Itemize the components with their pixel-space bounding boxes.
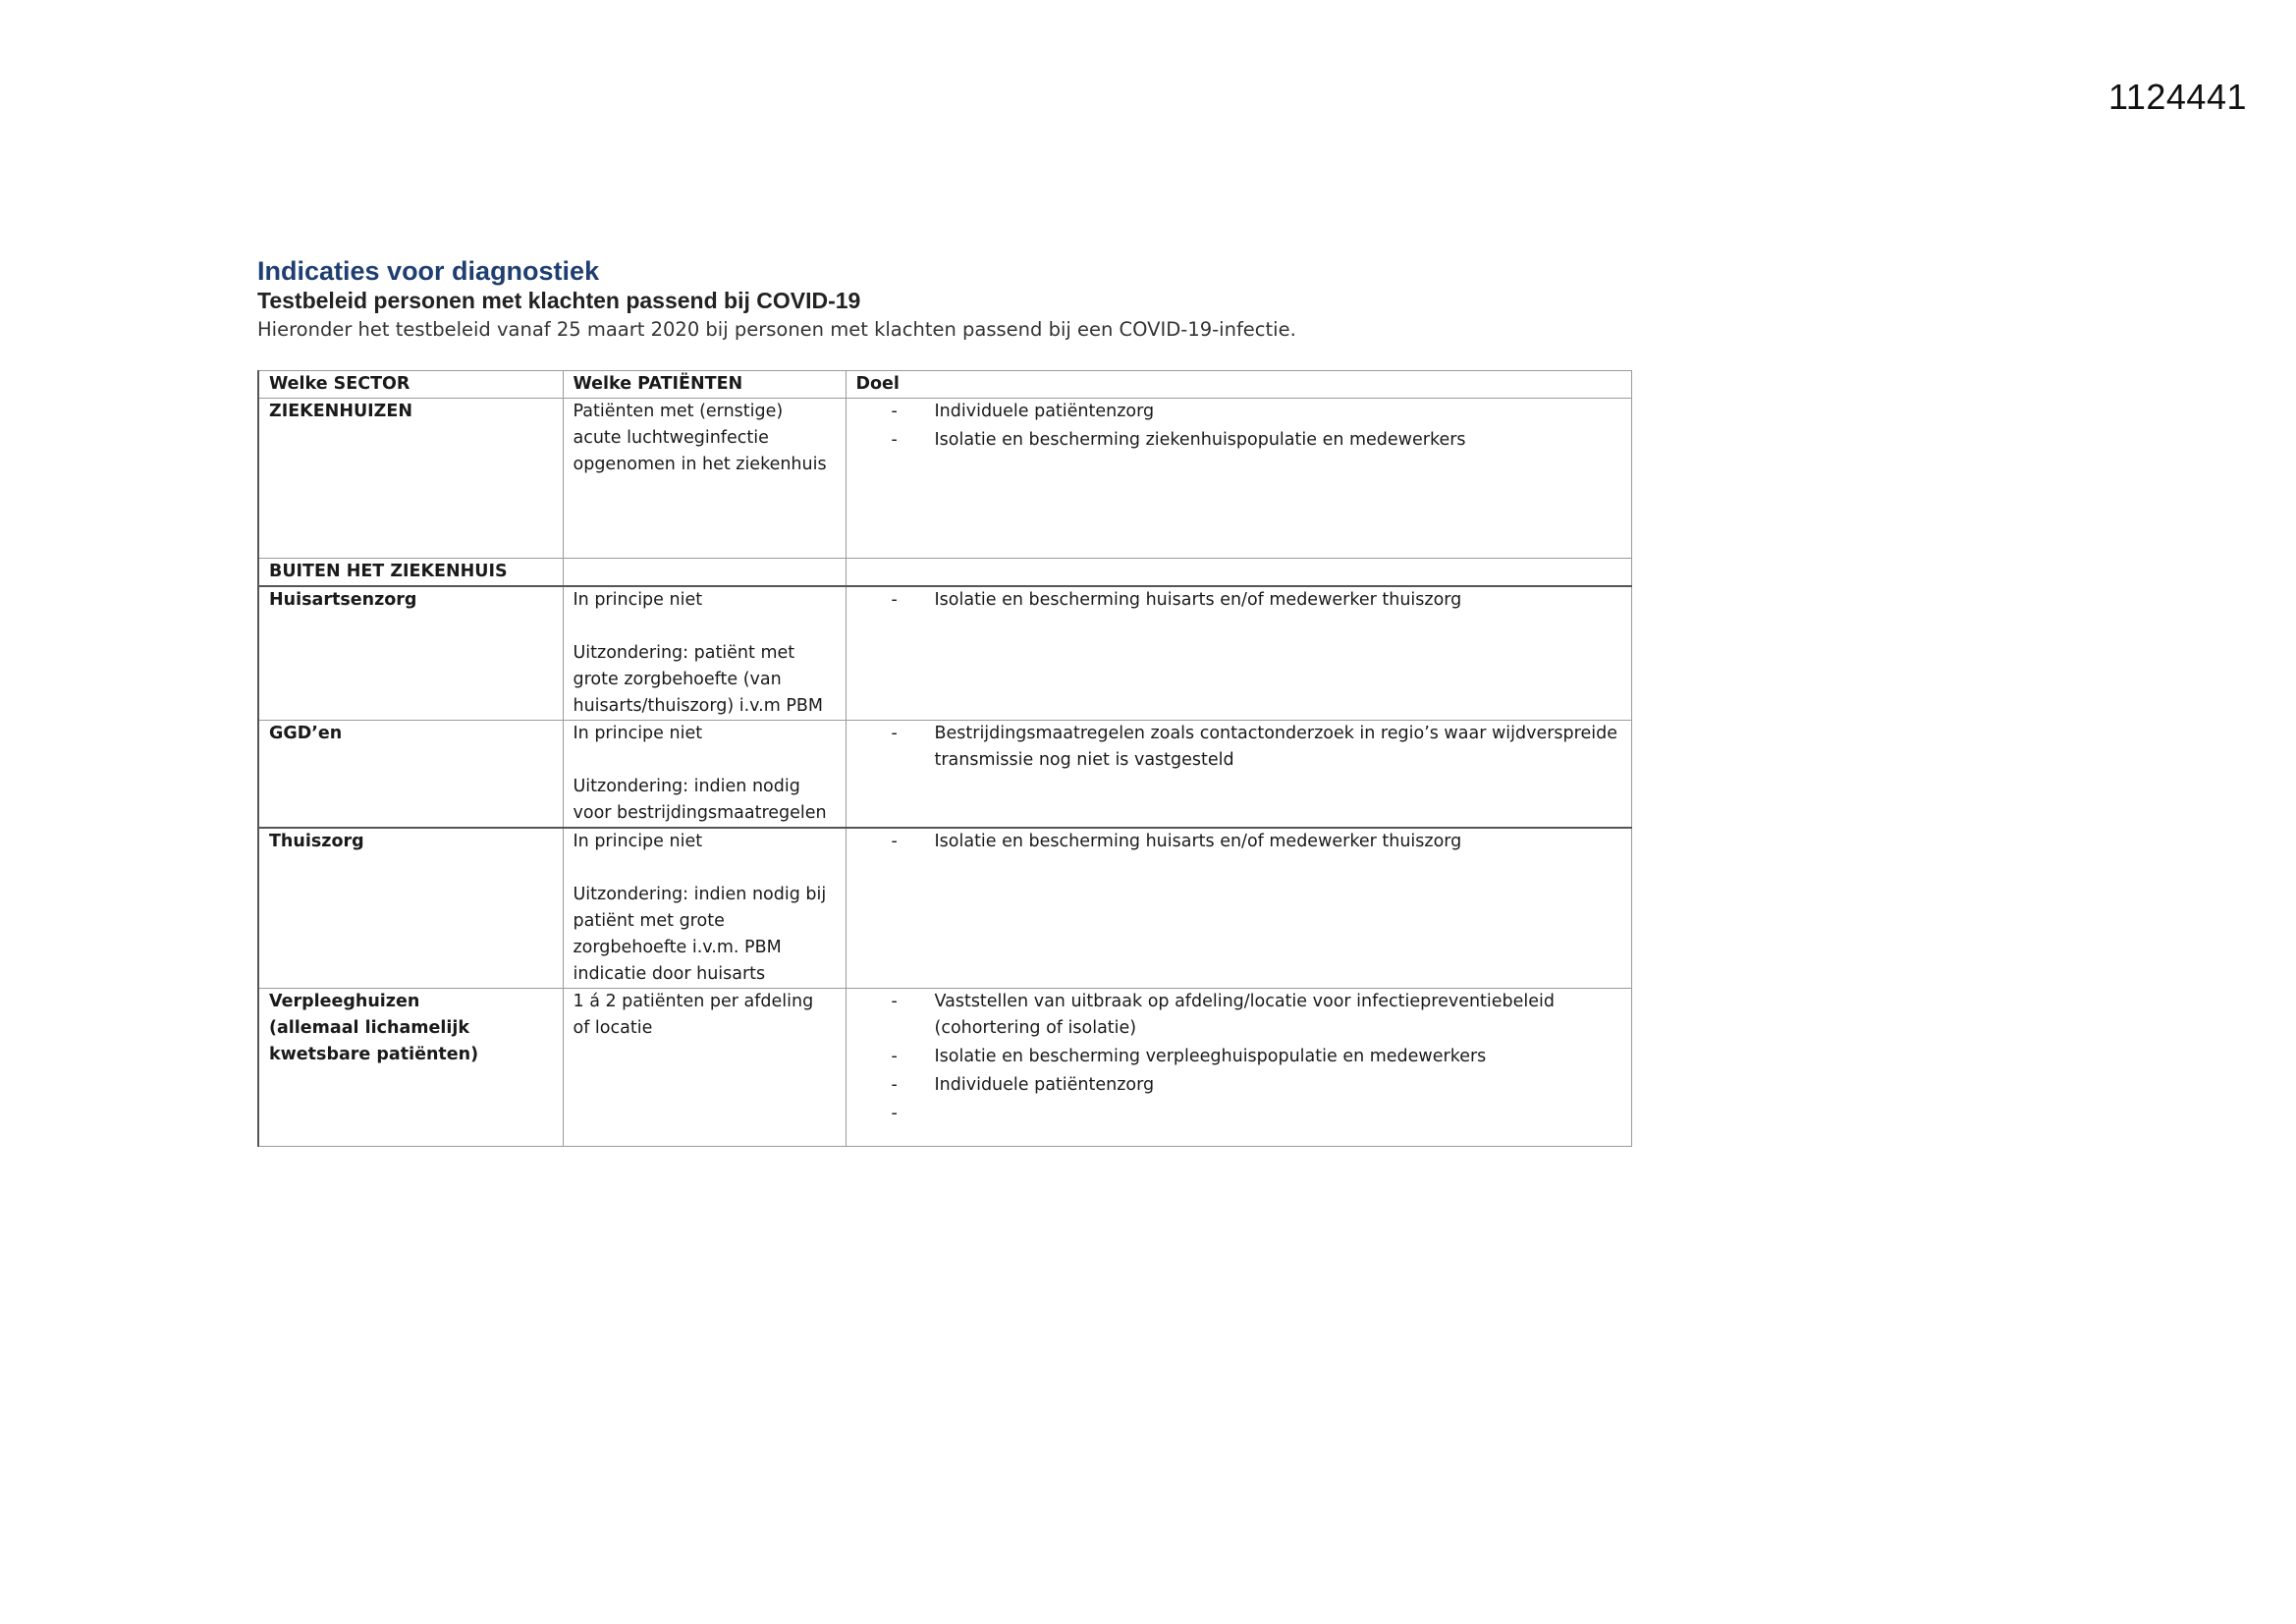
header-sector: Welke SECTOR [258, 371, 563, 399]
empty-cell [563, 559, 846, 587]
patients-cell [563, 586, 846, 721]
document-title: Indicaties voor diagnostiek [257, 256, 600, 286]
goal-item [892, 399, 1621, 425]
patients-line: of locatie [573, 1018, 653, 1038]
goal-item [892, 1044, 1621, 1070]
sector-cell: Thuiszorg [258, 828, 563, 989]
patients-cell [563, 828, 846, 989]
goal-list [856, 721, 1621, 774]
patients-line: Uitzondering: indien nodig [573, 777, 800, 796]
dash-bullet: - [891, 832, 898, 851]
intro-text: Hieronder het testbeleid vanaf 25 maart 2020 bij personen met klachten passend bij een COVID-19-infectie. [257, 318, 1296, 341]
patients-line: zorgbehoefte i.v.m. PBM [573, 938, 782, 957]
patients-line: voor bestrijdingsmaatregelen [573, 803, 827, 823]
patients-line: acute luchtweginfectie [573, 428, 769, 448]
document-subtitle: Testbeleid personen met klachten passend bij COVID-19 [257, 288, 861, 313]
goal-item [892, 829, 1621, 855]
dash-bullet: - [891, 724, 898, 743]
dash-bullet: - [891, 1047, 898, 1066]
patients-line: In principe niet [573, 724, 703, 743]
goal-text: Individuele patiëntenzorg [934, 402, 1155, 421]
patients-line: grote zorgbehoefte (van [573, 670, 782, 689]
goal-text: Isolatie en bescherming huisarts en/of medewerker thuiszorg [934, 832, 1462, 851]
goal-text: Isolatie en bescherming verpleeghuispopulatie en medewerkers [934, 1047, 1487, 1066]
goal-cell [846, 828, 1631, 989]
patients-line: 1 á 2 patiënten per afdeling [573, 992, 814, 1011]
table-row [258, 399, 1631, 559]
table-row [258, 721, 1631, 829]
dash-bullet: - [891, 992, 898, 1011]
patients-line: indicatie door huisarts [573, 964, 766, 984]
goal-item [892, 721, 1621, 774]
patients-line: In principe niet [573, 832, 703, 851]
goal-item [892, 587, 1621, 614]
patients-line: Uitzondering: patiënt met [573, 643, 795, 663]
sector-line: (allemaal lichamelijk [269, 1018, 469, 1038]
dash-bullet: - [891, 1075, 898, 1095]
header-goal: Doel [846, 371, 1631, 399]
goal-cell [846, 721, 1631, 829]
sector-cell: ZIEKENHUIZEN [258, 399, 563, 559]
goal-list [856, 399, 1621, 454]
sector-cell: Huisartsenzorg [258, 586, 563, 721]
goal-list [856, 989, 1621, 1123]
patients-cell [563, 989, 846, 1147]
patients-line: opgenomen in het ziekenhuis [573, 455, 827, 474]
table-row [258, 989, 1631, 1147]
heading-block [257, 255, 1730, 344]
goal-item [892, 1072, 1621, 1099]
goal-text: Vaststellen van uitbraak op afdeling/locatie voor infectiepreventiebeleid (cohortering of isolatie) [934, 992, 1556, 1038]
patients-line: patiënt met grote [573, 911, 725, 931]
page-number: 1124441 [2108, 77, 2247, 117]
patients-line: Uitzondering: indien nodig bij [573, 885, 827, 904]
goal-cell [846, 399, 1631, 559]
goal-text: Isolatie en bescherming huisarts en/of medewerker thuiszorg [934, 590, 1462, 610]
table-row [258, 828, 1631, 989]
table-header-row [258, 371, 1631, 399]
dash-bullet: - [891, 590, 898, 610]
table-row [258, 586, 1631, 721]
goal-item [892, 989, 1621, 1042]
section-label: BUITEN HET ZIEKENHUIS [258, 559, 563, 587]
dash-bullet: - [891, 402, 898, 421]
patients-line: In principe niet [573, 590, 703, 610]
patients-cell [563, 399, 846, 559]
patients-line: Patiënten met (ernstige) [573, 402, 784, 421]
sector-cell: GGD’en [258, 721, 563, 829]
table-section-row [258, 559, 1631, 587]
goal-text: Individuele patiëntenzorg [934, 1075, 1155, 1095]
goal-text: Bestrijdingsmaatregelen zoals contactonderzoek in regio’s waar wijdverspreide transmissie nog niet is vastgesteld [934, 724, 1617, 770]
patients-line: huisarts/thuiszorg) i.v.m PBM [573, 696, 824, 716]
header-patients: Welke PATIËNTEN [563, 371, 846, 399]
patients-cell [563, 721, 846, 829]
dash-bullet: - [891, 430, 898, 450]
sector-line: kwetsbare patiënten) [269, 1045, 479, 1064]
dash-bullet: - [891, 1104, 898, 1123]
empty-cell [846, 559, 1631, 587]
goal-list [856, 829, 1621, 855]
sector-line: Verpleeghuizen [269, 992, 420, 1011]
test-policy-table [257, 370, 1632, 1147]
goal-cell [846, 586, 1631, 721]
goal-text: Isolatie en bescherming ziekenhuispopulatie en medewerkers [934, 430, 1466, 450]
goal-cell [846, 989, 1631, 1147]
goal-item [892, 427, 1621, 454]
sector-cell [258, 989, 563, 1147]
goal-list [856, 587, 1621, 614]
